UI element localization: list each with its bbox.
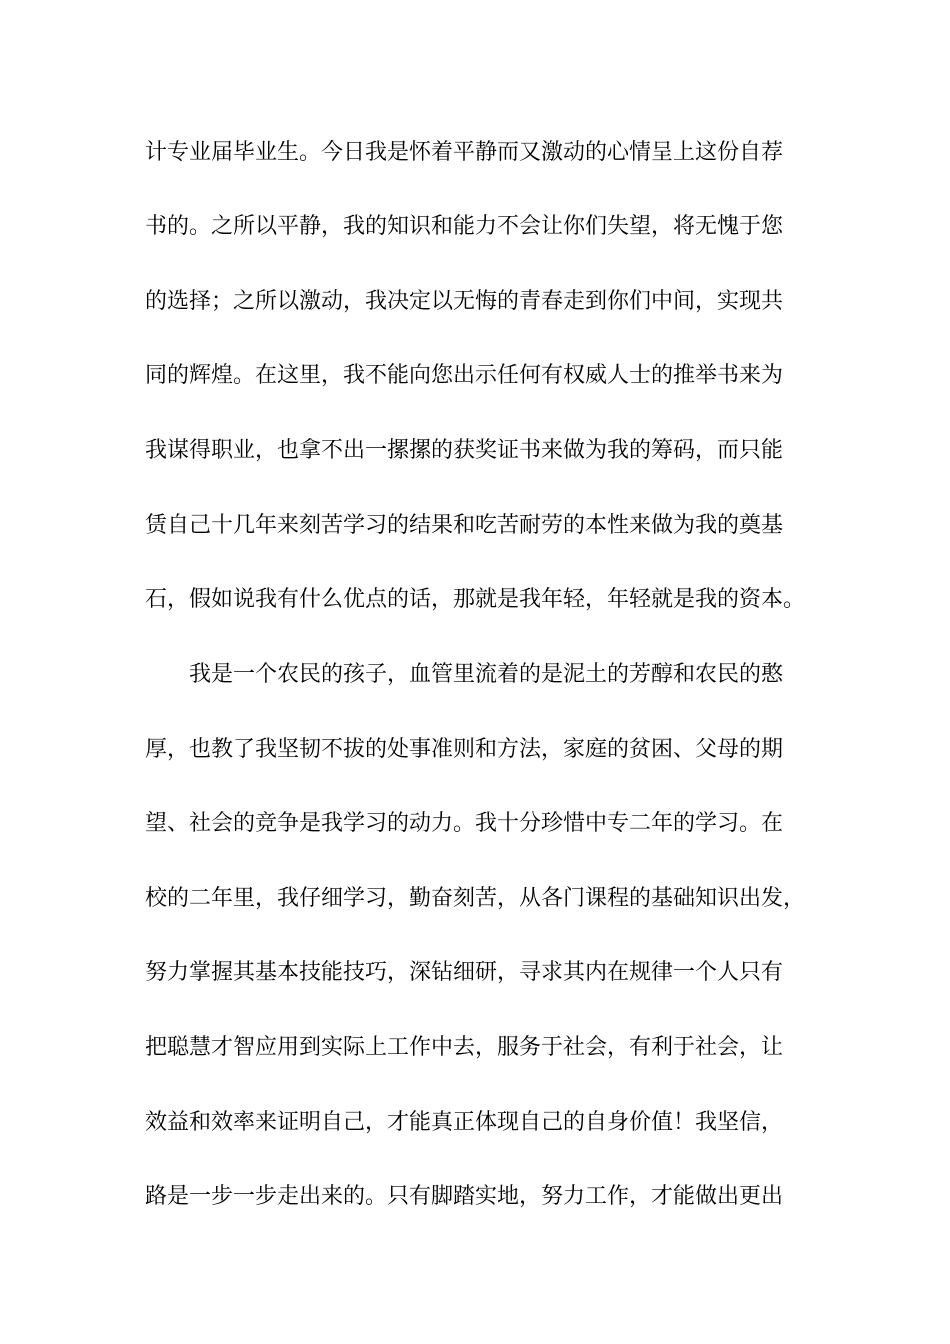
paragraph-first-line: 我是一个农民的孩子，血管里流着的是泥土的芳醇和农民的憨 (189, 662, 784, 687)
body-text-line-12: 努力掌握其基本技能技巧，深钻细研，寻求其内在规律一个人只有 (145, 960, 784, 985)
body-text-line-6: 赁自己十几年来刻苦学习的结果和吃苦耐劳的本性来做为我的奠基 (145, 513, 784, 538)
body-text-line-2: 书的。之所以平静，我的知识和能力不会让你们失望，将无愧于您 (145, 214, 784, 239)
body-text-line-11: 校的二年里，我仔细学习，勤奋刻苦，从各门课程的基础知识出发， (145, 886, 806, 911)
body-text-line-3: 的选择；之所以激动，我决定以无悔的青春走到你们中间，实现共 (145, 289, 784, 314)
body-text-line-5: 我谋得职业，也拿不出一摞摞的获奖证书来做为我的筹码，而只能 (145, 438, 784, 463)
body-text-line-4: 同的辉煌。在这里，我不能向您出示任何有权威人士的推举书来为 (145, 363, 784, 388)
body-text-line-15: 路是一步一步走出来的。只有脚踏实地，努力工作，才能做出更出 (145, 1184, 784, 1209)
body-text-line-13: 把聪慧才智应用到实际上工作中去，服务于社会，有利于社会，让 (145, 1035, 784, 1060)
body-text-line-10: 望、社会的竞争是我学习的动力。我十分珍惜中专二年的学习。在 (145, 811, 784, 836)
body-text-line-14: 效益和效率来证明自己，才能真正体现自己的自身价值！我坚信， (145, 1110, 784, 1135)
body-text-line-9: 厚，也教了我坚韧不拔的处事准则和方法，家庭的贫困、父母的期 (145, 737, 784, 762)
body-text-line-7: 石，假如说我有什么优点的话，那就是我年轻，年轻就是我的资本。 (145, 587, 806, 612)
body-text-line-1: 计专业届毕业生。今日我是怀着平静而又激动的心情呈上这份自荐 (145, 140, 784, 165)
